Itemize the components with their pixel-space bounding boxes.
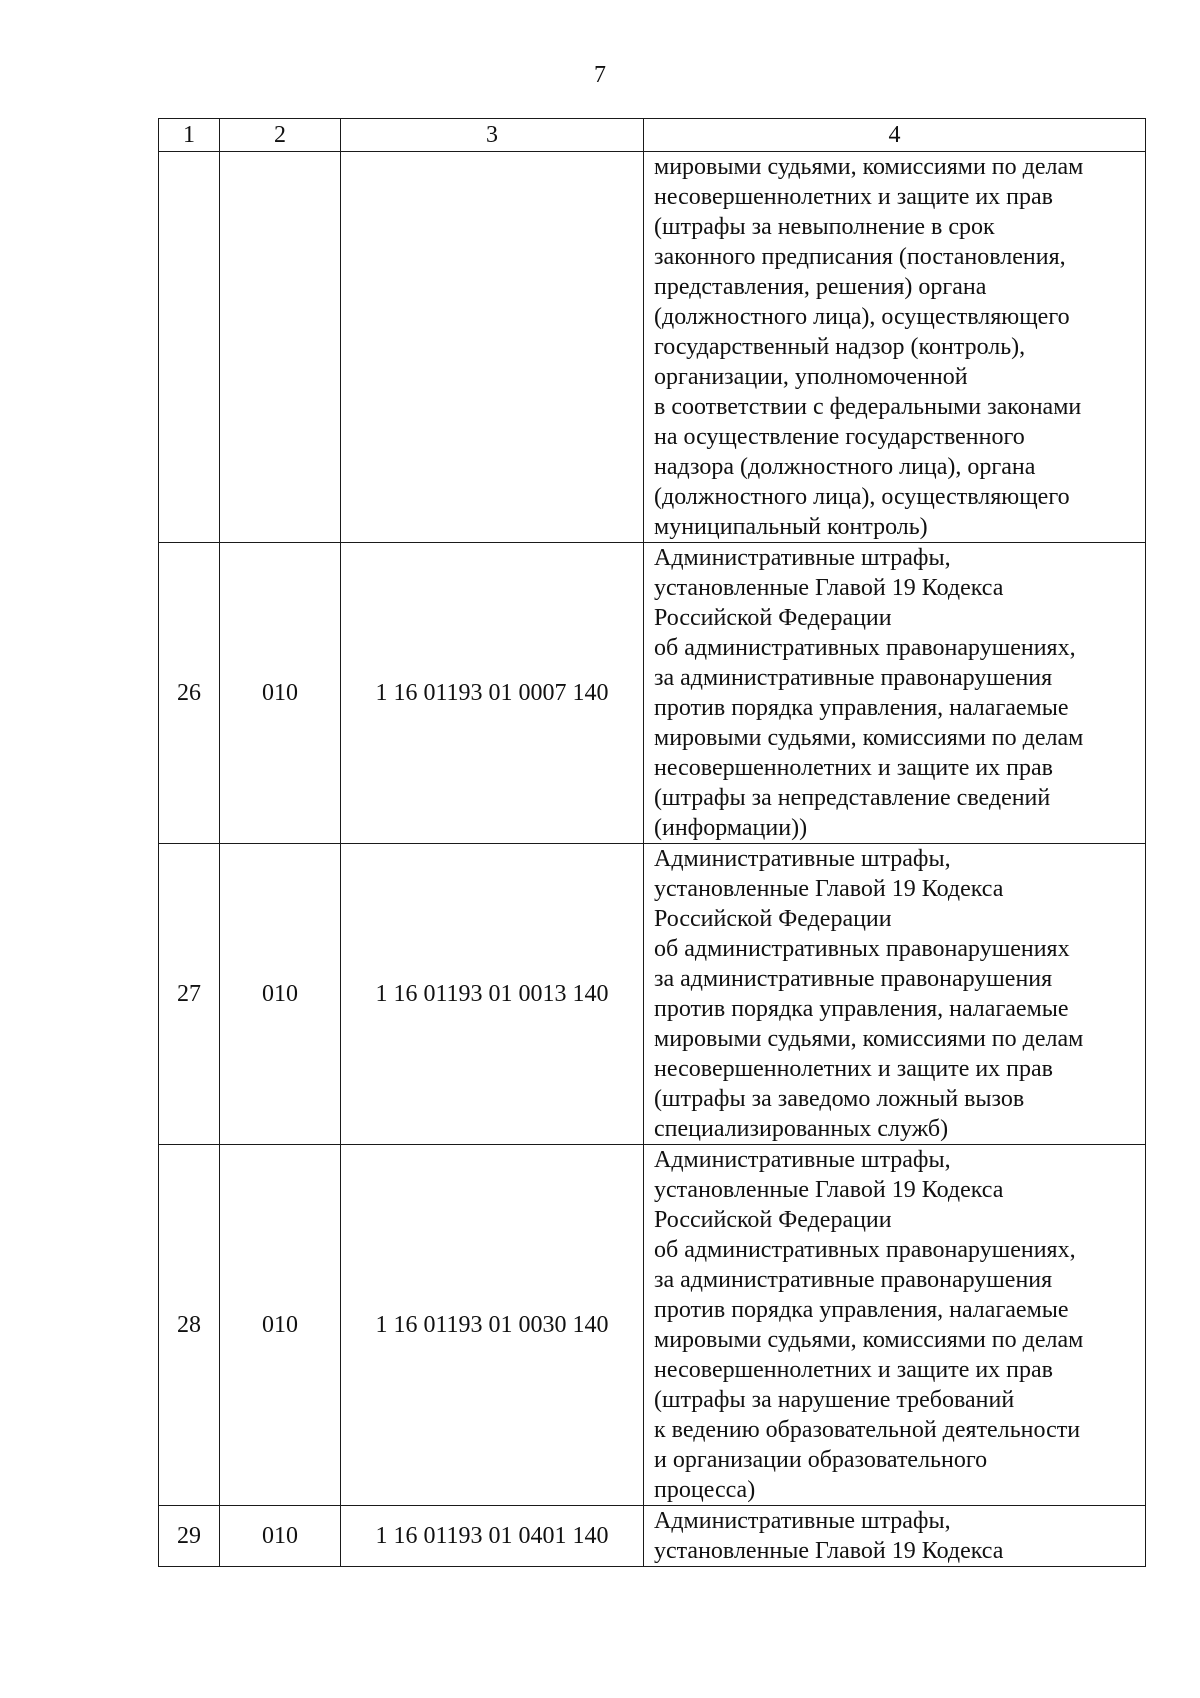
header-cell-1: 1 (159, 119, 220, 152)
description-line: на осуществление государственного (654, 424, 1025, 450)
description-line: мировыми судьями, комиссиями по делам (654, 154, 1084, 180)
description-line: Российской Федерации (654, 605, 892, 631)
budget-code-cell: 1 16 01193 01 0030 140 (341, 1145, 644, 1506)
admin-code-cell: 010 (220, 1145, 341, 1506)
description-line: мировыми судьями, комиссиями по делам (654, 725, 1084, 751)
header-cell-2: 2 (220, 119, 341, 152)
description-line: (штрафы за заведомо ложный вызов (654, 1086, 1025, 1112)
description-line: несовершеннолетних и защите их прав (654, 1056, 1054, 1082)
description-line: к ведению образовательной деятельности (654, 1417, 1081, 1443)
description-cell (644, 844, 1146, 1145)
description-line: (штрафы за невыполнение в срок (654, 214, 995, 240)
description-line: мировыми судьями, комиссиями по делам (654, 1327, 1084, 1353)
description-line: в соответствии с федеральными законами (654, 394, 1082, 420)
row-number-cell: 27 (159, 844, 220, 1145)
row-number-cell: 29 (159, 1506, 220, 1567)
table-row (159, 1145, 1146, 1506)
description-line: об административных правонарушениях, (654, 635, 1076, 661)
admin-code-cell: 010 (220, 1506, 341, 1567)
description-line: установленные Главой 19 Кодекса (654, 575, 1004, 601)
description-line: несовершеннолетних и защите их прав (654, 184, 1054, 210)
description-line: процесса) (654, 1477, 756, 1503)
description-line: установленные Главой 19 Кодекса (654, 1538, 1004, 1564)
row-number-cell: 28 (159, 1145, 220, 1506)
table-header-row (159, 119, 1146, 152)
budget-code-cell (341, 152, 644, 543)
description-line: (штрафы за нарушение требований (654, 1387, 1015, 1413)
table-row (159, 1506, 1146, 1567)
row-number-cell (159, 152, 220, 543)
description-line: несовершеннолетних и защите их прав (654, 1357, 1054, 1383)
table-row (159, 152, 1146, 543)
description-line: за административные правонарушения (654, 1267, 1053, 1293)
description-cell (644, 1145, 1146, 1506)
description-line: за административные правонарушения (654, 966, 1053, 992)
description-line: Административные штрафы, (654, 545, 951, 571)
description-line: Российской Федерации (654, 1207, 892, 1233)
table-body (159, 119, 1146, 1567)
description-line: против порядка управления, налагаемые (654, 695, 1069, 721)
row-number-cell: 26 (159, 543, 220, 844)
admin-code-cell (220, 152, 341, 543)
description-line: (должностного лица), осуществляющего (654, 304, 1070, 330)
description-line: представления, решения) органа (654, 274, 987, 300)
description-line: и организации образовательного (654, 1447, 988, 1473)
description-line: законного предписания (постановления, (654, 244, 1066, 270)
header-cell-3: 3 (341, 119, 644, 152)
description-line: (информации)) (654, 815, 808, 841)
admin-code-cell: 010 (220, 543, 341, 844)
table-row (159, 543, 1146, 844)
description-line: организации, уполномоченной (654, 364, 968, 390)
description-line: мировыми судьями, комиссиями по делам (654, 1026, 1084, 1052)
description-line: Административные штрафы, (654, 1508, 951, 1534)
budget-code-cell: 1 16 01193 01 0007 140 (341, 543, 644, 844)
description-line: (должностного лица), осуществляющего (654, 484, 1070, 510)
description-line: об административных правонарушениях, (654, 1237, 1076, 1263)
budget-code-cell: 1 16 01193 01 0013 140 (341, 844, 644, 1145)
description-line: установленные Главой 19 Кодекса (654, 876, 1004, 902)
admin-code-cell: 010 (220, 844, 341, 1145)
budget-codes-table (158, 118, 1146, 1567)
page-number: 7 (594, 62, 606, 88)
description-line: установленные Главой 19 Кодекса (654, 1177, 1004, 1203)
description-line: муниципальный контроль) (654, 514, 928, 540)
description-line: надзора (должностного лица), органа (654, 454, 1036, 480)
description-line: (штрафы за непредставление сведений (654, 785, 1051, 811)
description-line: об административных правонарушениях (654, 936, 1070, 962)
description-cell (644, 543, 1146, 844)
description-line: Российской Федерации (654, 906, 892, 932)
table-row (159, 844, 1146, 1145)
description-line: Административные штрафы, (654, 846, 951, 872)
description-line: против порядка управления, налагаемые (654, 996, 1069, 1022)
description-cell (644, 1506, 1146, 1567)
description-line: государственный надзор (контроль), (654, 334, 1026, 360)
header-cell-4: 4 (644, 119, 1146, 152)
description-line: несовершеннолетних и защите их прав (654, 755, 1054, 781)
description-line: Административные штрафы, (654, 1147, 951, 1173)
description-cell (644, 152, 1146, 543)
description-line: за административные правонарушения (654, 665, 1053, 691)
description-line: против порядка управления, налагаемые (654, 1297, 1069, 1323)
description-line: специализированных служб) (654, 1116, 949, 1142)
budget-code-cell: 1 16 01193 01 0401 140 (341, 1506, 644, 1567)
